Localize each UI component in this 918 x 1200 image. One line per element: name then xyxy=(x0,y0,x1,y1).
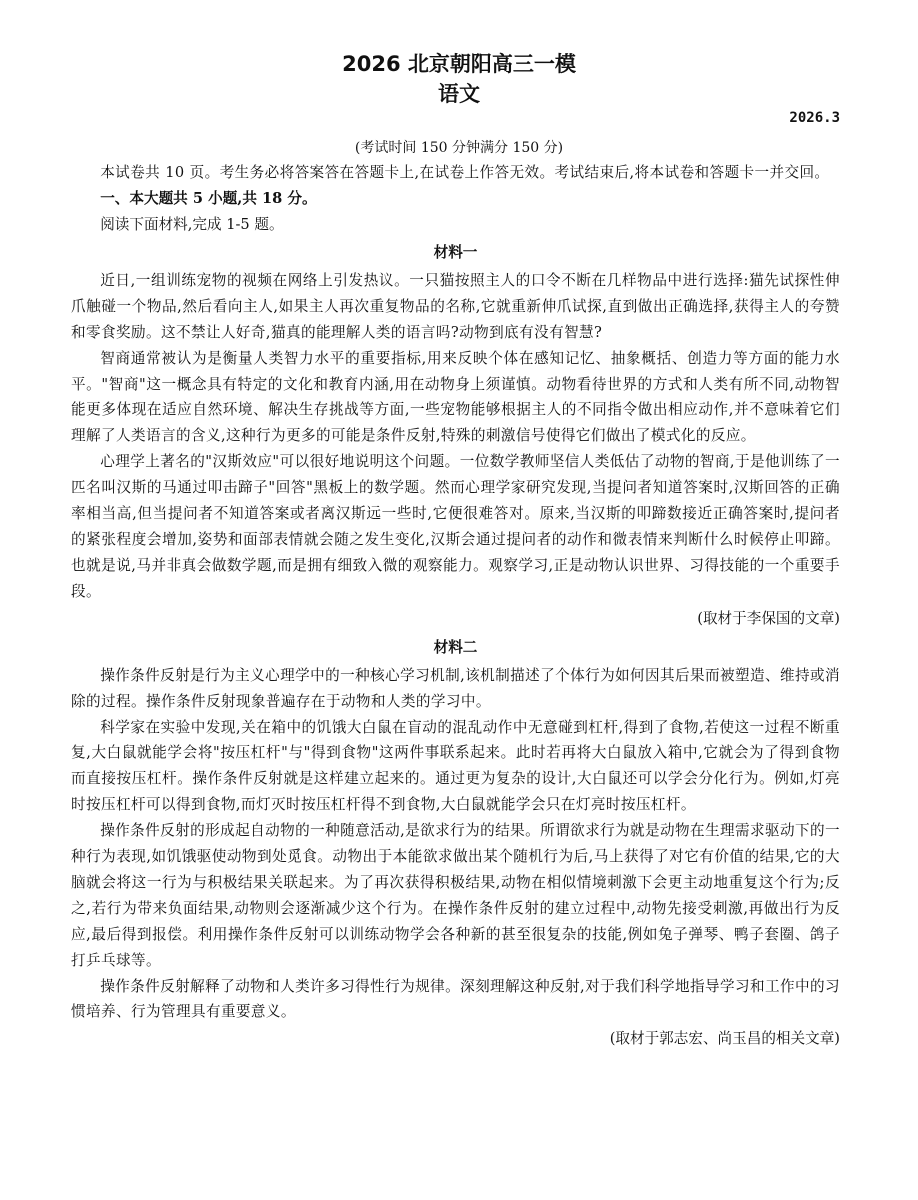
material-source: (取材于郭志宏、尚玉昌的相关文章) xyxy=(609,1030,840,1048)
material-paragraph: 操作条件反射是行为主义心理学中的一种核心学习机制,该机制描述了个体行为如何因其后果而被塑造、维持或消除的过程。操作条件反射现象普遍存在于动物和人类的学习中。 xyxy=(71,666,840,710)
intro-paragraph: 本试卷共 10 页。考生务必将答案答在答题卡上,在试卷上作答无效。考试结束后,将本试卷和答题卡一并交回。 xyxy=(100,164,830,181)
exam-title: 2026 北京朝阳高三一模 xyxy=(342,52,576,76)
exam-date: 2026.3 xyxy=(789,110,840,126)
section-instruction: 阅读下面材料,完成 1-5 题。 xyxy=(100,215,284,233)
material-paragraph: 心理学上著名的"汉斯效应"可以很好地说明这个问题。一位数学教师坚信人类低估了动物的智商,于是他训练了一匹名叫汉斯的马通过叩击蹄子"回答"黑板上的数学题。然而心理学家研究发现,当提问者知道答案时,汉斯回答的正确率相当高,但当提问者不知道答案或者离汉斯远一些时,它便很难答对。原来,当汉斯的叩蹄数接近正确答案时,提问者的紧张程度会增加,姿势和面部表情就会随之发生变化,汉斯会通过提问者的动作和微表情来判断什么时候停止叩蹄。也就是说,马并非真会做数学题,而是拥有细致入微的观察能力。观察学习,正是动物认识世界、习得技能的一个重要手段。 xyxy=(71,453,840,600)
material-paragraph: 操作条件反射解释了动物和人类许多习得性行为规律。深刻理解这种反射,对于我们科学地指导学习和工作中的习惯培养、行为管理具有重要意义。 xyxy=(71,977,840,1021)
material-paragraph: 近日,一组训练宠物的视频在网络上引发热议。一只猫按照主人的口令不断在几样物品中进行选择:猫先试探性伸爪触碰一个物品,然后看向主人,如果主人再次重复物品的名称,它就重新伸爪试探,直到做出正确选择,获得主人的夸赞和零食奖励。这不禁让人好奇,猫真的能理解人类的语言吗?动物到底有没有智慧? xyxy=(71,271,840,341)
material-paragraph: 智商通常被认为是衡量人类智力水平的重要指标,用来反映个体在感知记忆、抽象概括、创造力等方面的能力水平。"智商"这一概念具有特定的文化和教育内涵,用在动物身上须谨慎。动物看待世界的方式和人类有所不同,动物智能更多体现在适应自然环境、解决生存挑战等方面,一些宠物能够根据主人的不同指令做出相应动作,并不意味着它们理解了人类语言的含义,这种行为更多的可能是条件反射,特殊的刺激信号使得它们做出了模式化的反应。 xyxy=(71,349,840,445)
subject-title: 语文 xyxy=(438,82,480,106)
section-heading: 一、本大题共 5 小题,共 18 分。 xyxy=(100,189,317,207)
material-paragraph: 科学家在实验中发现,关在箱中的饥饿大白鼠在盲动的混乱动作中无意碰到杠杆,得到了食物,若使这一过程不断重复,大白鼠就能学会将"按压杠杆"与"得到食物"这两件事联系起来。此时若再将大白鼠放入箱中,它就会为了得到食物而直接按压杠杆。操作条件反射就是这样建立起来的。通过更为复杂的设计,大白鼠还可以学会分化行为。例如,灯亮时按压杠杆可以得到食物,而灯灭时按压杠杆得不到食物,大白鼠就能学会只在灯亮时按压杠杆。 xyxy=(71,718,840,814)
material-title: 材料一 xyxy=(433,243,478,261)
exam-body xyxy=(71,160,840,1053)
material-title: 材料二 xyxy=(433,638,478,656)
material-paragraph: 操作条件反射的形成起自动物的一种随意活动,是欲求行为的结果。所谓欲求行为就是动物在生理需求驱动下的一种行为表现,如饥饿驱使动物到处觅食。动物出于本能欲求做出某个随机行为后,马上获得了对它有价值的结果,它的大脑就会将这一行为与积极结果关联起来。为了再次获得积极结果,动物在相似情境刺激下会更主动地重复这个行为;反之,若行为带来负面结果,动物则会逐渐减少这个行为。在操作条件反射的建立过程中,动物先接受刺激,再做出行为反应,最后得到报偿。利用操作条件反射可以训练动物学会各种新的甚至很复杂的技能,例如兔子弹琴、鸭子套圈、鸽子打乒乓球等。 xyxy=(71,822,840,969)
material-source: (取材于李保国的文章) xyxy=(697,609,840,627)
time-note: (考试时间 150 分钟满分 150 分) xyxy=(354,140,564,156)
